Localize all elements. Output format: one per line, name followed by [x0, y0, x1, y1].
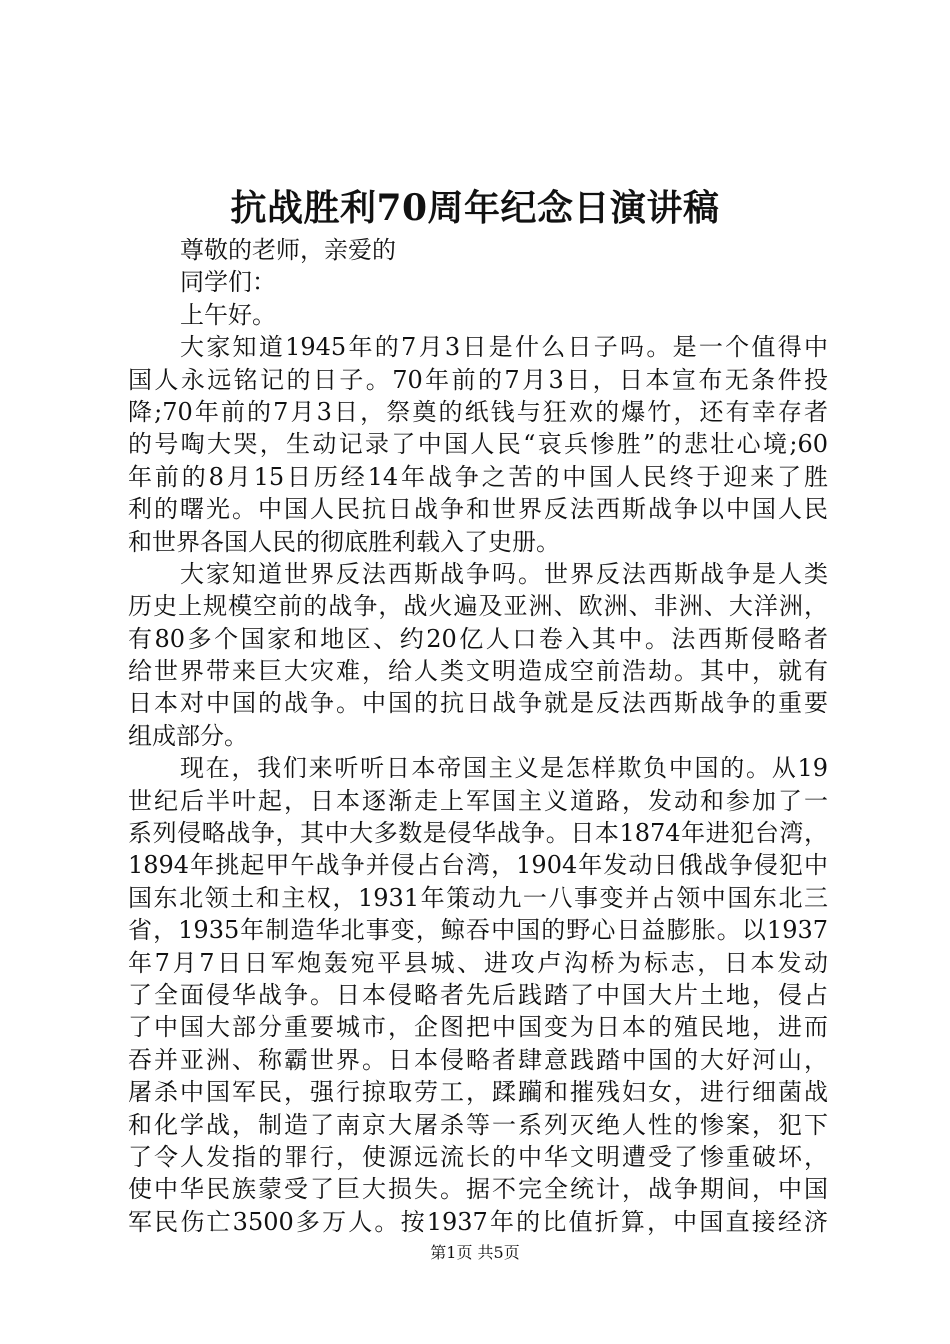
- body-line: 系列侵略战争，其中大多数是侵华战争。日本1874年进犯台湾，: [128, 819, 828, 848]
- body-line: 屠杀中国军民，强行掠取劳工，蹂躏和摧残妇女，进行细菌战: [128, 1078, 828, 1107]
- document-body: [128, 234, 828, 1238]
- body-line: 了全面侵华战争。日本侵略者先后践踏了中国大片土地，侵占: [128, 980, 828, 1009]
- body-line: 了中国大部分重要城市，企图把中国变为日本的殖民地，进而: [128, 1013, 828, 1042]
- body-line: 吞并亚洲、称霸世界。日本侵略者肆意践踏中国的大好河山，: [128, 1045, 828, 1074]
- body-line: 大家知道1945年的7月3日是什么日子吗。是一个值得中: [180, 333, 828, 362]
- body-line: 使中华民族蒙受了巨大损失。据不完全统计，战争期间，中国: [128, 1175, 828, 1204]
- body-line: 1894年挑起甲午战争并侵占台湾，1904年发动日俄战争侵犯中: [128, 851, 828, 880]
- body-line: 大家知道世界反法西斯战争吗。世界反法西斯战争是人类: [180, 559, 828, 588]
- body-line: 省，1935年制造华北事变，鲸吞中国的野心日益膨胀。以1937: [128, 916, 828, 945]
- body-line: 和世界各国人民的彻底胜利载入了史册。: [128, 527, 560, 556]
- document-title: 抗战胜利70周年纪念日演讲稿: [230, 187, 720, 229]
- body-line: 年前的8月15日历经14年战争之苦的中国人民终于迎来了胜: [128, 462, 828, 491]
- body-line: 有80多个国家和地区、约20亿人口卷入其中。法西斯侵略者: [128, 624, 828, 653]
- body-line: 和化学战，制造了南京大屠杀等一系列灭绝人性的惨案，犯下: [128, 1110, 828, 1139]
- body-line: 利的曙光。中国人民抗日战争和世界反法西斯战争以中国人民: [128, 495, 828, 524]
- body-line: 现在，我们来听听日本帝国主义是怎样欺负中国的。从19: [180, 754, 828, 783]
- body-line: 尊敬的老师，亲爱的: [180, 236, 396, 264]
- body-line: 同学们：: [180, 268, 276, 297]
- body-line: 国东北领土和主权，1931年策动九一八事变并占领中国东北三: [128, 883, 828, 912]
- body-line: 年7月7日日军炮轰宛平县城、进攻卢沟桥为标志，日本发动: [128, 948, 828, 977]
- body-line: 世纪后半叶起，日本逐渐走上军国主义道路，发动和参加了一: [128, 786, 828, 815]
- body-line: 国人永远铭记的日子。70年前的7月3日，日本宣布无条件投: [128, 365, 828, 394]
- body-line: 历史上规模空前的战争，战火遍及亚洲、欧洲、非洲、大洋洲，: [128, 592, 828, 621]
- body-line: 的号啕大哭，生动记录了中国人民“哀兵惨胜”的悲壮心境;60: [128, 430, 828, 459]
- body-line: 日本对中国的战争。中国的抗日战争就是反法西斯战争的重要: [128, 689, 828, 718]
- body-line: 了令人发指的罪行，使源远流长的中华文明遭受了惨重破坏，: [128, 1142, 828, 1171]
- page-footer: 第1页 共5页: [430, 1243, 520, 1262]
- body-line: 军民伤亡3500多万人。按1937年的比值折算，中国直接经济: [128, 1207, 828, 1236]
- body-line: 上午好。: [180, 300, 276, 329]
- body-line: 给世界带来巨大灾难，给人类文明造成空前浩劫。其中，就有: [128, 657, 828, 686]
- body-line: 降;70年前的7月3日，祭奠的纸钱与狂欢的爆竹，还有幸存者: [128, 397, 828, 426]
- body-line: 组成部分。: [128, 721, 248, 750]
